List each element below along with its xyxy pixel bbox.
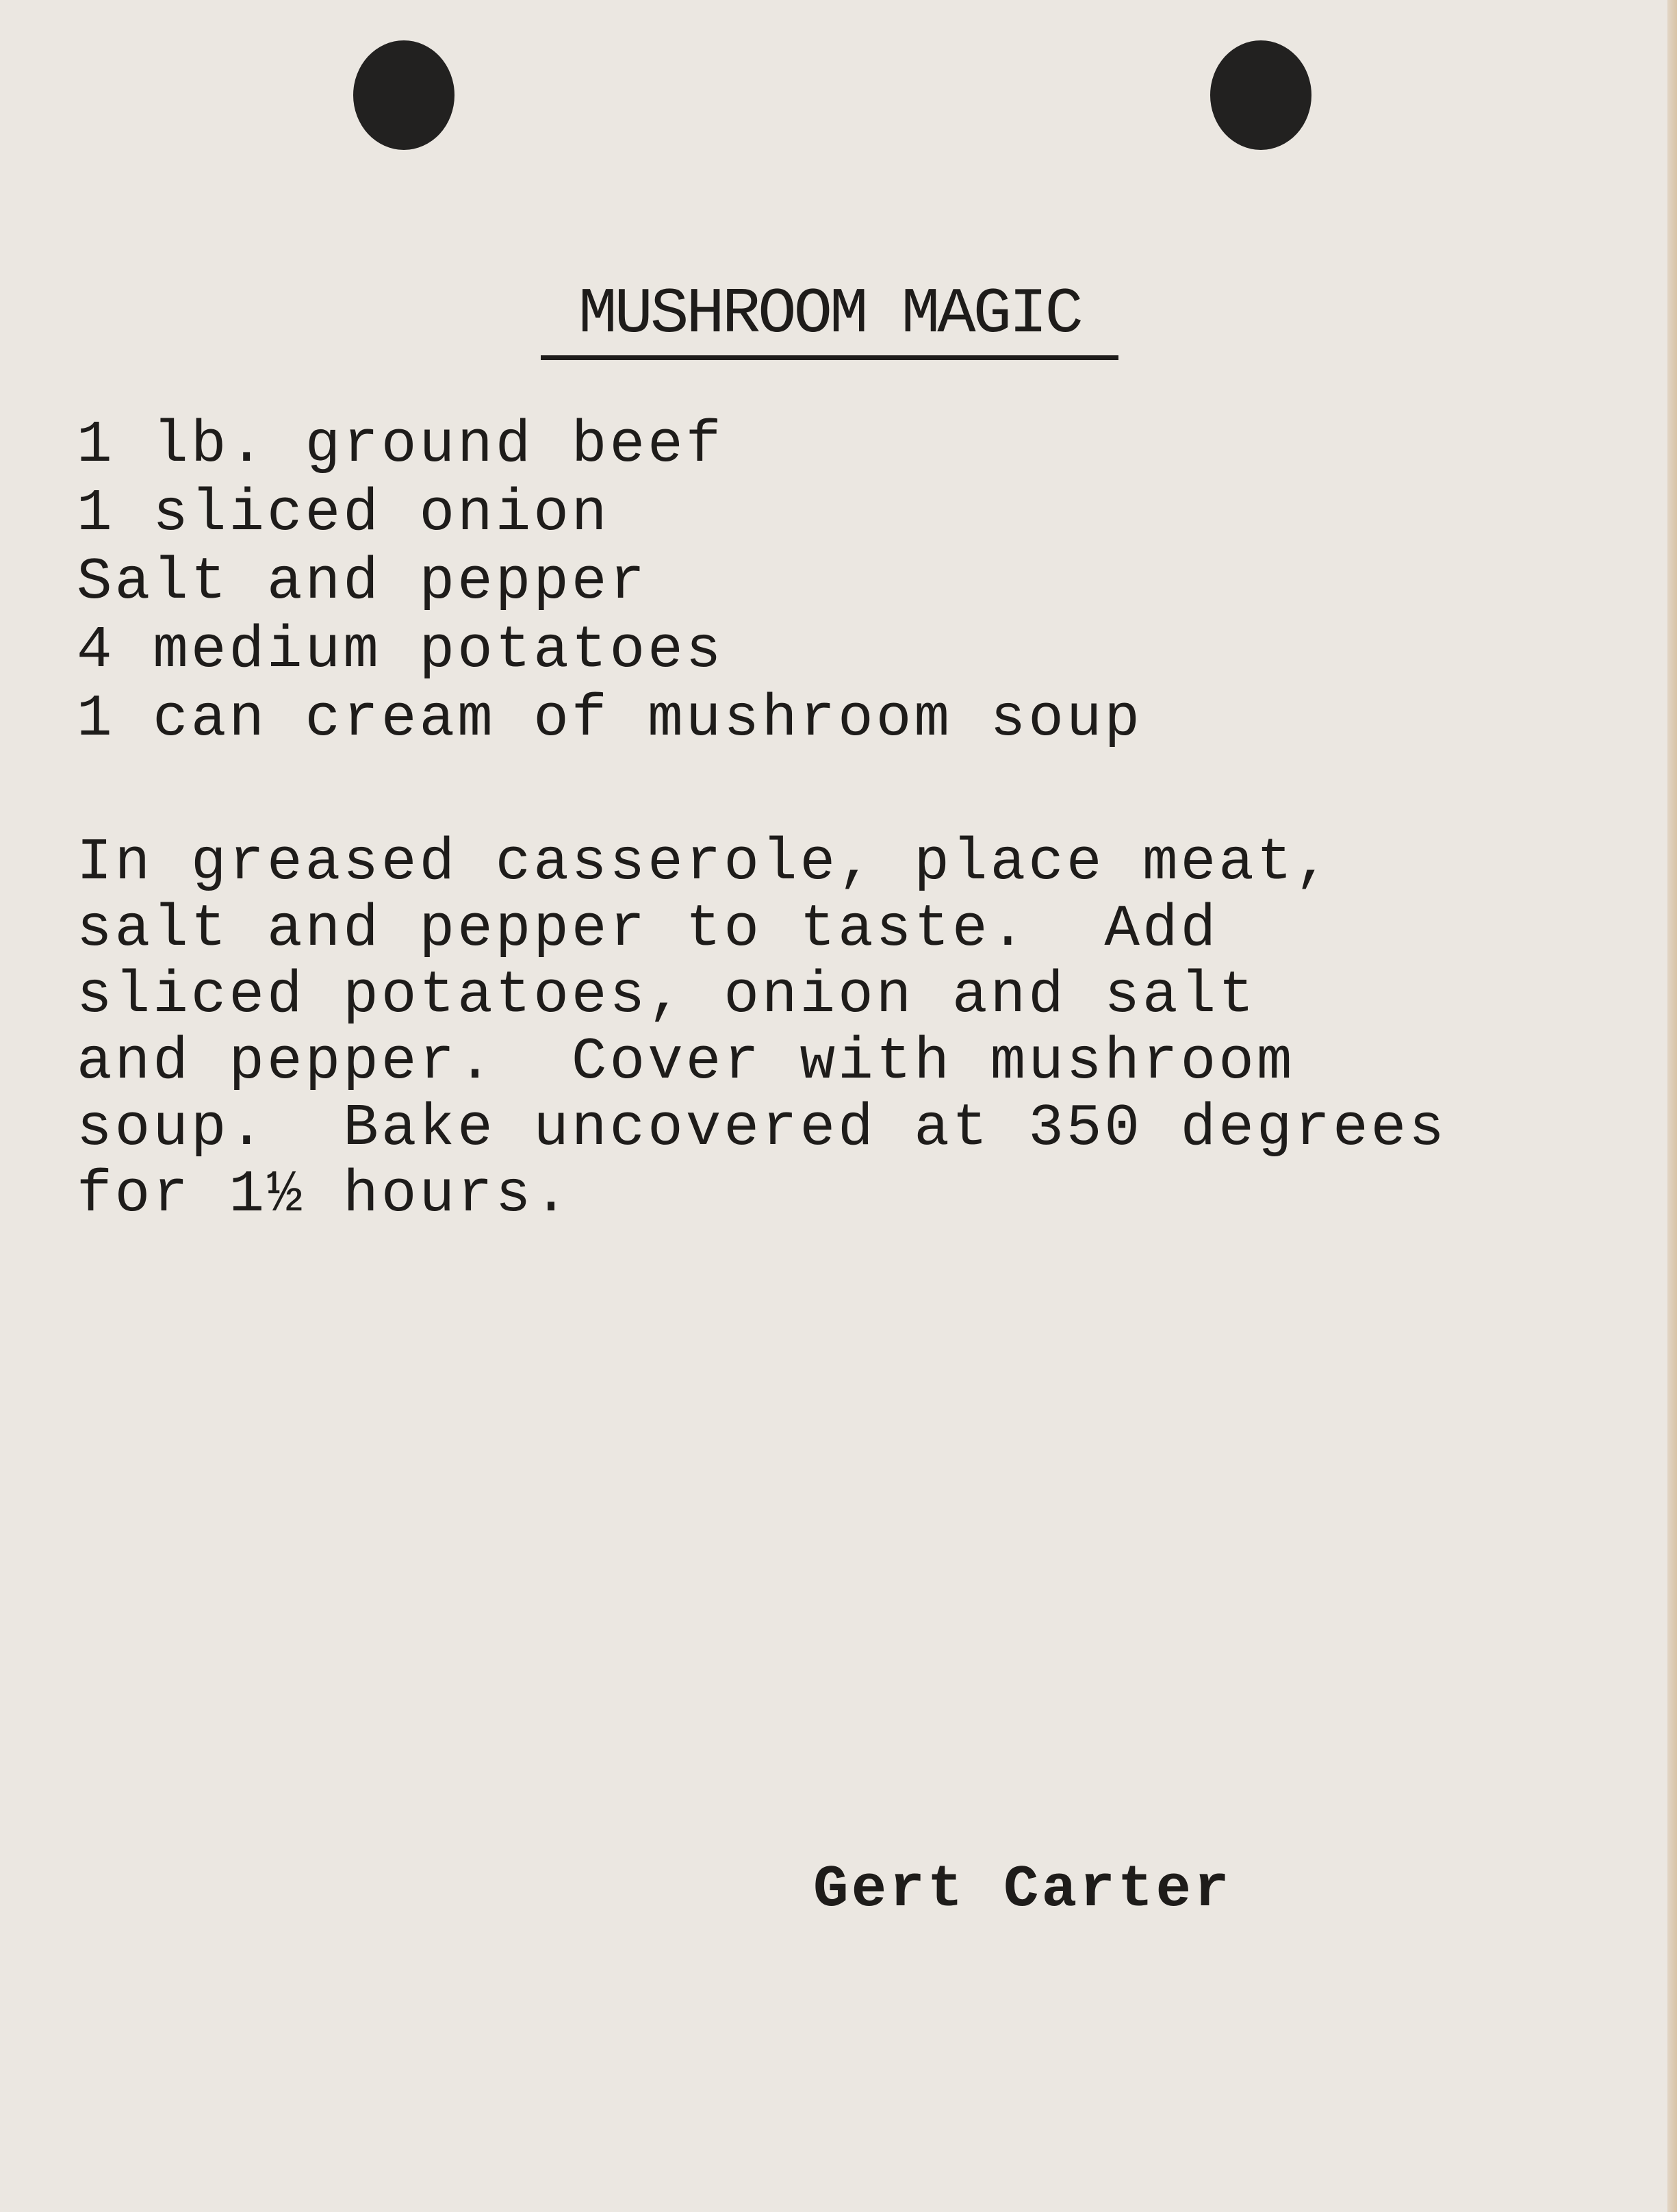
directions-line: sliced potatoes, onion and salt — [77, 962, 1257, 1029]
card-edge — [1667, 0, 1677, 2212]
punch-hole-right — [1210, 40, 1311, 150]
ingredient-item: 1 sliced onion — [77, 480, 610, 547]
recipe-author: Gert Carter — [813, 1856, 1232, 1923]
directions-line: salt and pepper to taste. Add — [77, 895, 1219, 963]
directions-line: In greased casserole, place meat, — [77, 829, 1333, 896]
ingredient-list — [77, 411, 1142, 753]
recipe-title: MUSHROOM MAGIC — [541, 277, 1118, 360]
ingredient-item: 1 can cream of mushroom soup — [77, 685, 1143, 752]
directions-paragraph — [77, 830, 1447, 1228]
directions-line: for 1½ hours. — [77, 1161, 572, 1228]
ingredient-item: 1 lb. ground beef — [77, 411, 724, 479]
ingredient-item: 4 medium potatoes — [77, 617, 724, 684]
ingredient-item: Salt and pepper — [77, 548, 648, 615]
directions-line: soup. Bake uncovered at 350 degrees — [77, 1095, 1447, 1162]
directions-line: and pepper. Cover with mushroom — [77, 1028, 1295, 1095]
punch-hole-left — [353, 40, 455, 150]
